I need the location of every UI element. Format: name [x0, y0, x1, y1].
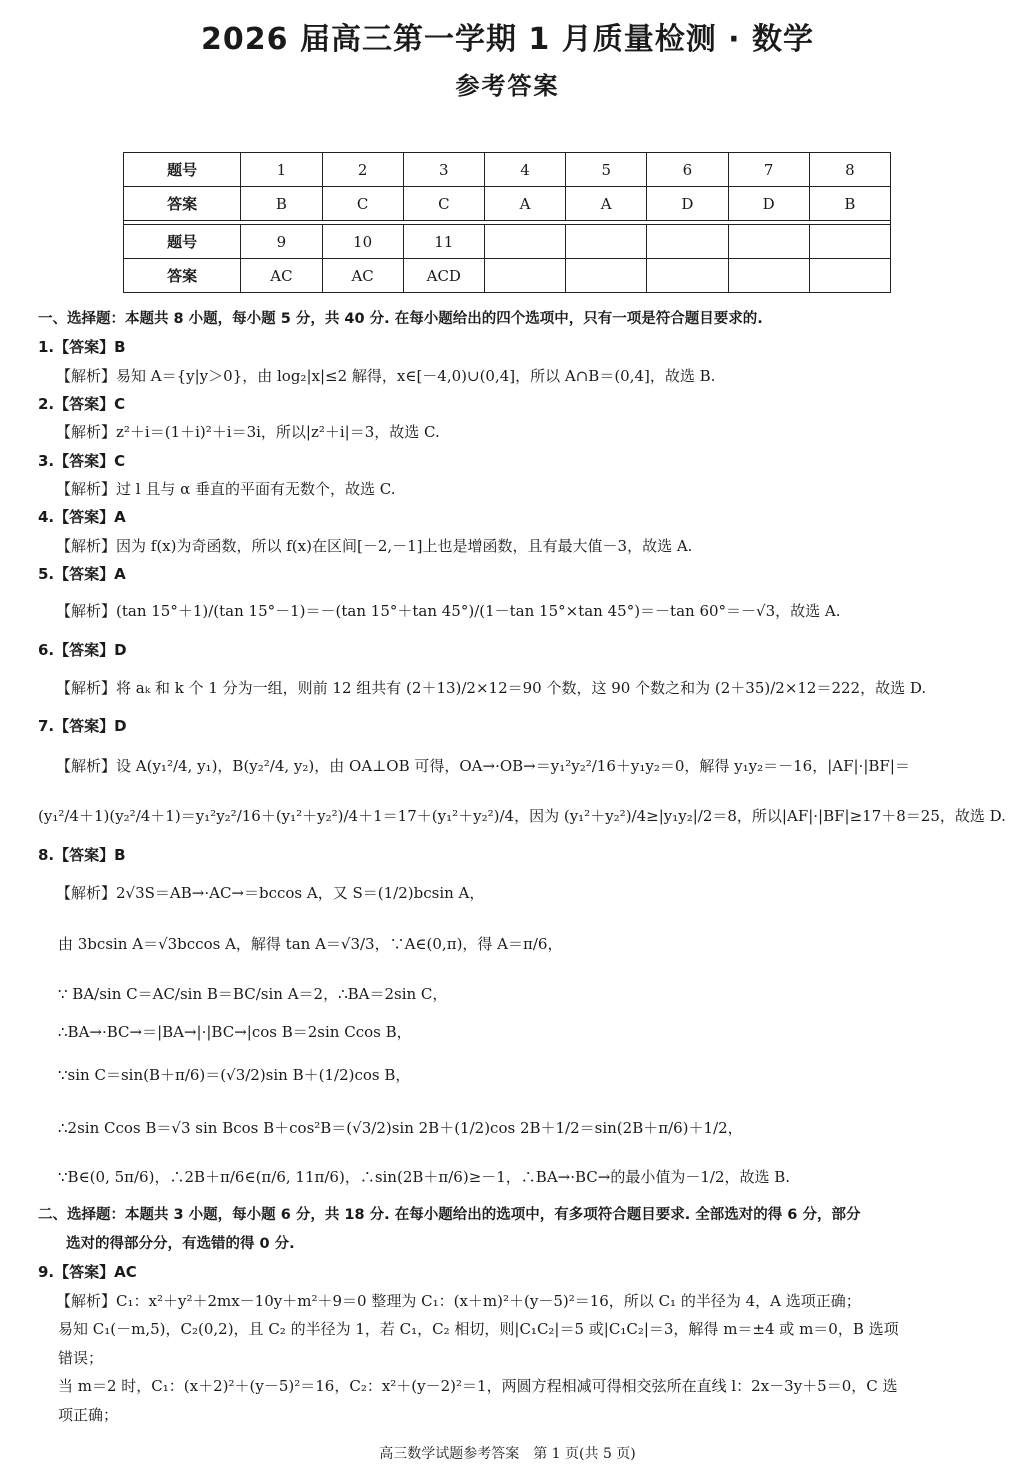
table-cell: [647, 225, 728, 259]
table-cell: 11: [403, 225, 484, 259]
table-cell: D: [728, 187, 809, 221]
table-cell: C: [403, 187, 484, 221]
table-cell: 4: [484, 153, 565, 187]
answer-line: 8.【答案】B: [38, 846, 126, 864]
answer-line: 5.【答案】A: [38, 565, 126, 583]
table-cell: B: [241, 187, 322, 221]
answer-header: 答案: [124, 259, 241, 293]
explanation-line: 【解析】z²＋i＝(1＋i)²＋i＝3i，所以|z²＋i|＝3，故选 C.: [56, 423, 440, 441]
table-cell: [566, 259, 647, 293]
explanation-line: ∴BA→·BC→＝|BA→|·|BC→|cos B＝2sin Ccos B，: [58, 1023, 412, 1041]
table-cell: 10: [322, 225, 403, 259]
explanation-line: 【解析】2√3S＝AB→·AC→＝bccos A，又 S＝(1/2)bcsin A，: [56, 884, 485, 902]
answer-line: 1.【答案】B: [38, 338, 126, 356]
question-number-header: 题号: [124, 153, 241, 187]
table-cell: [566, 225, 647, 259]
explanation-line: ∵ BA/sin C＝AC/sin B＝BC/sin A＝2，∴BA＝2sin C，: [58, 985, 448, 1003]
table-cell: D: [647, 187, 728, 221]
table-cell: [809, 259, 890, 293]
table-cell: A: [484, 187, 565, 221]
section-heading: 一、选择题：本题共 8 小题，每小题 5 分，共 40 分. 在每小题给出的四个选项中，只有一项是符合题目要求的.: [38, 311, 763, 327]
answer-line: 4.【答案】A: [38, 508, 126, 526]
table-cell: [647, 259, 728, 293]
question-number-header: 题号: [124, 225, 241, 259]
answer-line: 7.【答案】D: [38, 717, 127, 735]
page-footer: 高三数学试题参考答案 第 1 页(共 5 页): [379, 1446, 636, 1462]
section-heading-cont: 选对的得部分分，有选错的得 0 分.: [66, 1236, 295, 1252]
table-cell: [728, 225, 809, 259]
explanation-line: ∵B∈(0, 5π/6)，∴2B＋π/6∈(π/6, 11π/6)，∴sin(2B＋π/6)≥－1，∴BA→·BC→的最小值为－1/2，故选 B.: [58, 1168, 791, 1186]
answer-line: 6.【答案】D: [38, 641, 127, 659]
explanation-line: 由 3bcsin A＝√3bccos A，解得 tan A＝√3/3，∵A∈(0,π)，得 A＝π/6，: [58, 935, 563, 953]
explanation-line: 【解析】C₁：x²＋y²＋2mx－10y＋m²＋9＝0 整理为 C₁：(x＋m)²＋(y－5)²＝16，所以 C₁ 的半径为 4，A 选项正确；: [56, 1292, 861, 1310]
explanation-line: ∴2sin Ccos B＝√3 sin Bcos B＋cos²B＝(√3/2)sin 2B＋(1/2)cos 2B＋1/2＝sin(2B＋π/6)＋1/2，: [58, 1119, 743, 1137]
explanation-line: 【解析】易知 A＝{y|y＞0}，由 log₂|x|≤2 解得，x∈[－4,0)∪(0,4]，所以 A∩B＝(0,4]，故选 B.: [56, 367, 716, 385]
table-cell: AC: [322, 259, 403, 293]
table-cell: 6: [647, 153, 728, 187]
answer-line: 9.【答案】AC: [38, 1263, 137, 1281]
explanation-line: 项正确；: [58, 1406, 119, 1424]
table-cell: B: [809, 187, 890, 221]
table-cell: 5: [566, 153, 647, 187]
table-cell: 8: [809, 153, 890, 187]
explanation-line: ∵sin C＝sin(B＋π/6)＝(√3/2)sin B＋(1/2)cos B，: [58, 1066, 411, 1084]
answer-line: 3.【答案】C: [38, 452, 126, 470]
explanation-line: 【解析】过 l 且与 α 垂直的平面有无数个，故选 C.: [56, 480, 396, 498]
answer-line: 2.【答案】C: [38, 395, 126, 413]
table-cell: [728, 259, 809, 293]
table-cell: AC: [241, 259, 322, 293]
table-cell: 2: [322, 153, 403, 187]
table-row: [124, 225, 891, 259]
explanation-line: 当 m＝2 时，C₁：(x＋2)²＋(y－5)²＝16，C₂：x²＋(y－2)²＝1，两圆方程相减可得相交弦所在直线 l：2x－3y＋5＝0，C 选: [58, 1377, 898, 1395]
table-cell: [484, 225, 565, 259]
table-cell: 7: [728, 153, 809, 187]
table-row: [124, 153, 891, 187]
table-cell: 3: [403, 153, 484, 187]
page-subtitle: 参考答案: [455, 72, 560, 100]
answer-table: [123, 152, 891, 293]
table-cell: ACD: [403, 259, 484, 293]
answer-header: 答案: [124, 187, 241, 221]
section-heading: 二、选择题：本题共 3 小题，每小题 6 分，共 18 分. 在每小题给出的选项中，有多项符合题目要求. 全部选对的得 6 分，部分: [38, 1207, 861, 1223]
table-row: [124, 259, 891, 293]
explanation-line: 错误；: [58, 1349, 104, 1367]
explanation-line: 【解析】因为 f(x)为奇函数，所以 f(x)在区间[－2,－1]上也是增函数，且有最大值－3，故选 A.: [56, 537, 693, 555]
table-row: [124, 187, 891, 221]
table-cell: 9: [241, 225, 322, 259]
table-cell: [484, 259, 565, 293]
explanation-line: (y₁²/4＋1)(y₂²/4＋1)＝y₁²y₂²/16＋(y₁²＋y₂²)/4＋1＝17＋(y₁²＋y₂²)/4，因为 (y₁²＋y₂²)/4≥|y₁y₂|/2＝8，所以|AF|·|BF|≥17＋8＝25，故选 D.: [38, 807, 1006, 825]
explanation-line: 【解析】(tan 15°＋1)/(tan 15°－1)＝－(tan 15°＋tan 45°)/(1－tan 15°×tan 45°)＝－tan 60°＝－√3，故选 A.: [56, 602, 841, 620]
page-title: 2026 届高三第一学期 1 月质量检测 · 数学: [201, 22, 814, 57]
table-cell: [809, 225, 890, 259]
explanation-line: 【解析】设 A(y₁²/4, y₁)，B(y₂²/4, y₂)，由 OA⊥OB 可得，OA→·OB→＝y₁²y₂²/16＋y₁y₂＝0，解得 y₁y₂＝－16，|AF|·|BF|＝: [56, 757, 910, 775]
explanation-line: 【解析】将 aₖ 和 k 个 1 分为一组，则前 12 组共有 (2＋13)/2×12＝90 个数，这 90 个数之和为 (2＋35)/2×12＝222，故选 D.: [56, 679, 927, 697]
table-cell: A: [566, 187, 647, 221]
table-cell: C: [322, 187, 403, 221]
table-cell: 1: [241, 153, 322, 187]
explanation-line: 易知 C₁(－m,5)，C₂(0,2)，且 C₂ 的半径为 1，若 C₁，C₂ 相切，则|C₁C₂|＝5 或|C₁C₂|＝3，解得 m＝±4 或 m＝0，B 选项: [58, 1320, 899, 1338]
